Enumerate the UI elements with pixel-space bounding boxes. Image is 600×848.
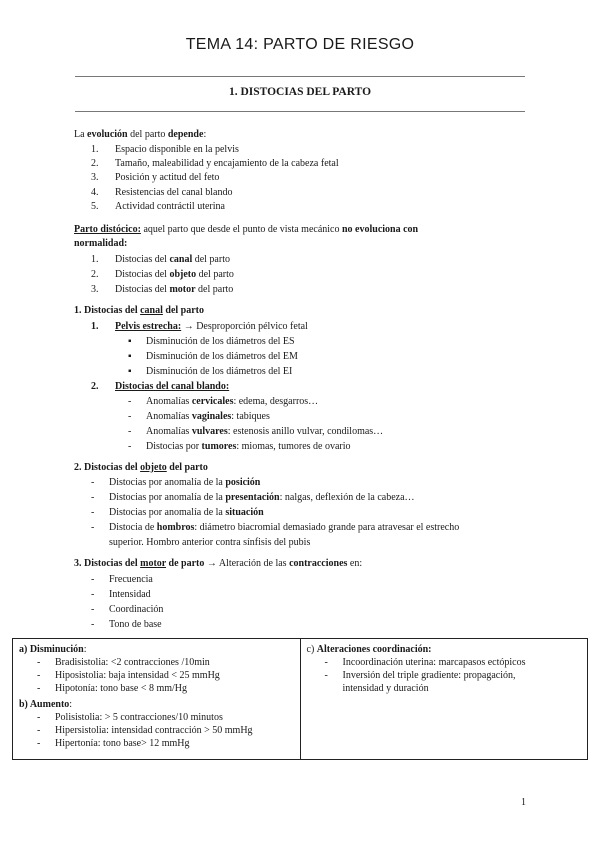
list-item: - Distocias por anomalía de la situación <box>91 507 264 518</box>
list-item: - Coordinación <box>91 604 164 615</box>
list-item: ▪ Disminución de los diámetros del EM <box>128 351 298 362</box>
list-item-continuation: intensidad y duración <box>342 683 429 694</box>
list-item: 2. Distocias del objeto del parto <box>91 269 234 280</box>
list-item: - Intensidad <box>91 589 151 600</box>
list-item: 4. Resistencias del canal blando <box>91 187 233 198</box>
list-item: - Distocia de hombros: diámetro biacromial demasiado grande para atravesar el estrecho <box>91 522 460 533</box>
list-item: - Hiposistolia: baja intensidad < 25 mmHg <box>37 670 220 681</box>
list-item: - Tono de base <box>91 619 162 630</box>
list-item: 5. Actividad contráctil uterina <box>91 201 225 212</box>
list-item: - Distocias por anomalía de la posición <box>91 477 261 488</box>
list-item: 3. Posición y actitud del feto <box>91 172 220 183</box>
page-title: TEMA 14: PARTO DE RIESGO <box>185 36 415 53</box>
box-b-title: b) Aumento: <box>19 699 73 710</box>
divider-bottom <box>75 111 525 112</box>
list-item: 3. Distocias del motor del parto <box>91 284 234 295</box>
box-c-title: c) Alteraciones coordinación: <box>306 644 432 655</box>
section-title: 1. DISTOCIAS DEL PARTO <box>228 86 372 98</box>
list-item: - Frecuencia <box>91 574 153 585</box>
intro-sentence: La evolución del parto depende: <box>74 129 207 140</box>
list-item: - Bradisistolia: <2 contracciones /10min <box>37 657 210 668</box>
list-item: 2. Tamaño, maleabilidad y encajamiento de la cabeza fetal <box>91 158 339 169</box>
list-item: - Hipertonía: tono base> 12 mmHg <box>37 738 190 749</box>
list-item: - Anomalías cervicales: edema, desgarros… <box>128 396 319 407</box>
list-item: - Inversión del triple gradiente: propagación, <box>324 670 516 681</box>
box-left <box>13 639 301 760</box>
box-a-title: a) Disminución: <box>19 644 87 655</box>
list-item: ▪ Disminución de los diámetros del ES <box>128 336 295 347</box>
list-item: - Incoordinación uterina: marcapasos ectópicos <box>324 657 526 668</box>
pelvis-estrecha: 1. Pelvis estrecha: → Desproporción pélvico fetal <box>91 321 308 332</box>
list-item: 1. Espacio disponible en la pelvis <box>91 144 239 155</box>
list-item: - Anomalías vulvares: estenosis anillo vulvar, condilomas… <box>128 426 384 437</box>
divider-top <box>75 76 525 77</box>
list-item: - Distocias por anomalía de la presentación: nalgas, deflexión de la cabeza… <box>91 492 415 503</box>
list-item: - Hipotonía: tono base < 8 mm/Hg <box>37 683 188 694</box>
list-item-continuation: superior. Hombro anterior contra sínfisis del pubis <box>109 537 311 548</box>
list-item: - Hipersistolia: intensidad contracción > 50 mmHg <box>37 725 253 736</box>
heading-objeto: 2. Distocias del objeto del parto <box>74 462 208 473</box>
box-right <box>300 639 588 760</box>
page-number: 1 <box>521 797 526 808</box>
canal-blando: 2. Distocias del canal blando: <box>91 381 230 392</box>
list-item: - Distocias por tumores: miomas, tumores de ovario <box>128 441 351 452</box>
definition-line-2: normalidad: <box>74 238 128 249</box>
heading-canal: 1. Distocias del canal del parto <box>74 305 204 316</box>
list-item: - Anomalías vaginales: tabiques <box>128 411 270 422</box>
list-item: ▪ Disminución de los diámetros del EI <box>128 366 293 377</box>
alteraciones-table <box>12 638 588 760</box>
list-item: 1. Distocias del canal del parto <box>91 254 230 265</box>
definition-line-1: Parto distócico: aquel parto que desde el punto de vista mecánico no evoluciona con <box>74 224 419 235</box>
heading-motor: 3. Distocias del motor de parto → Alteración de las contracciones en: <box>74 558 363 569</box>
list-item: - Polisistolia: > 5 contracciones/10 minutos <box>37 712 223 723</box>
